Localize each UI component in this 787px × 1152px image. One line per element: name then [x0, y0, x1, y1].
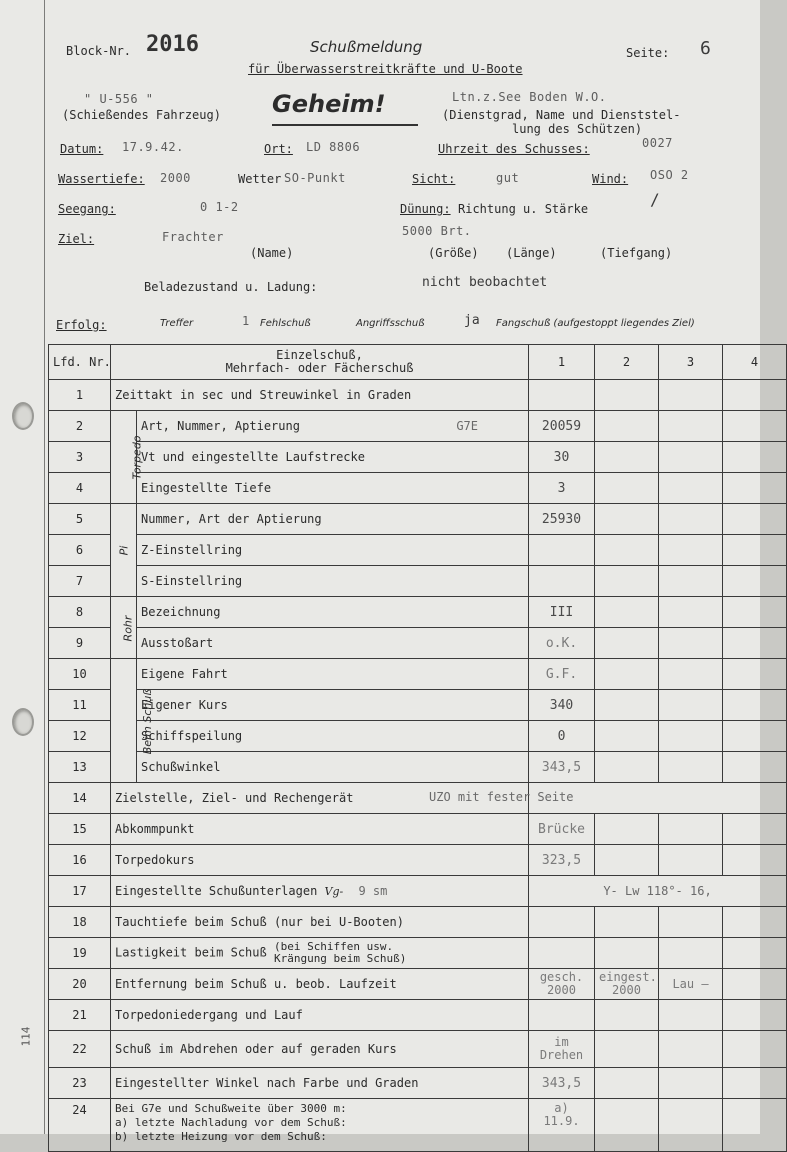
- table-row: [49, 442, 787, 473]
- geheim-underline: [272, 124, 418, 126]
- cell-1: 25930: [529, 504, 595, 535]
- row-desc-a: Bei G7e und Schußweite über 3000 m:: [115, 1102, 347, 1115]
- seegang-value: 0 1-2: [200, 200, 239, 214]
- punch-hole: [12, 402, 34, 430]
- beladezustand-value: nicht beobachtet: [422, 275, 548, 290]
- row-number: 4: [49, 473, 111, 504]
- row-desc: Zielstelle, Ziel- und Rechengerät: [111, 783, 529, 814]
- cell-1: gesch. 2000: [529, 969, 595, 1000]
- cell-1: a) 11.9.: [529, 1099, 595, 1152]
- rank-label-2: lung des Schützen): [512, 122, 643, 136]
- cell-2: eingest. 2000: [595, 969, 659, 1000]
- row-desc-b: a) letzte Nachladung vor dem Schuß:: [115, 1116, 347, 1129]
- row-number: 5: [49, 504, 111, 535]
- row-number: 11: [49, 690, 111, 721]
- row-number: 9: [49, 628, 111, 659]
- uhrzeit-label: Uhrzeit des Schusses:: [438, 142, 590, 156]
- wind-value: OSO 2: [650, 168, 689, 182]
- row-desc: [111, 1099, 529, 1152]
- cell-1: 3: [529, 473, 595, 504]
- table-row: [49, 566, 787, 597]
- table-row: [49, 1031, 787, 1068]
- row-number: 2: [49, 411, 111, 442]
- cell-1: [529, 535, 595, 566]
- table-row: [49, 907, 787, 938]
- cell-1: 30: [529, 442, 595, 473]
- group-rohr: Rohr: [111, 597, 137, 659]
- cell-1: [529, 876, 787, 907]
- row-number: 1: [49, 380, 111, 411]
- row-desc: Eigene Fahrt: [137, 659, 529, 690]
- sicht-value: gut: [496, 171, 520, 185]
- row-desc-c: b) letzte Heizung vor dem Schuß:: [115, 1130, 327, 1143]
- row-number: 21: [49, 1000, 111, 1031]
- row-desc-b: (bei Schiffen usw. Krängung beim Schuß): [273, 940, 407, 965]
- row-note: 9 sm: [358, 884, 388, 898]
- row-desc: Bezeichnung: [137, 597, 529, 628]
- row-number: 23: [49, 1068, 111, 1099]
- shooter-value: " U-556 ": [84, 92, 154, 106]
- shot-table: [48, 344, 787, 1152]
- table-row: [49, 690, 787, 721]
- row-number: 3: [49, 442, 111, 473]
- duenung-label: Dünung:: [400, 202, 451, 216]
- row-desc: Lastigkeit beim Schuß (bei Schiffen usw. Krängung beim Schuß): [111, 938, 529, 969]
- wetter-value: SO-Punkt: [284, 171, 346, 185]
- duenung-text: Richtung u. Stärke: [458, 202, 589, 216]
- table-row: [49, 659, 787, 690]
- row-number: 19: [49, 938, 111, 969]
- table-row: [49, 876, 787, 907]
- table-row: [49, 969, 787, 1000]
- rank-value: Ltn.z.See Boden W.O.: [452, 90, 607, 104]
- ziel-tiefgang-label: (Tiefgang): [600, 246, 673, 260]
- col-1-header: 1: [529, 345, 595, 380]
- row-desc: Eigener Kurs: [137, 690, 529, 721]
- row-desc: Zeittakt in sec und Streuwinkel in Graden: [111, 380, 529, 411]
- wind-label: Wind:: [592, 172, 629, 186]
- table-row: [49, 1000, 787, 1031]
- row-desc: Eingestellter Winkel nach Farbe und Graden: [111, 1068, 529, 1099]
- group-pi: Pi: [111, 504, 137, 597]
- ziel-name-label: (Name): [250, 246, 294, 260]
- col-3-header: 3: [659, 345, 723, 380]
- row-note-r: Y- Lw 118°- 16,: [603, 884, 712, 898]
- col-nr-header: Lfd. Nr.: [49, 345, 111, 380]
- cell-1: [429, 783, 787, 814]
- erfolg-ja: ja: [464, 313, 480, 328]
- row-number: 8: [49, 597, 111, 628]
- row-number: 17: [49, 876, 111, 907]
- row-number: 12: [49, 721, 111, 752]
- row-desc: Eingestellte Schußunterlagen Vg- 9 sm: [111, 876, 529, 907]
- group-beim-schuss: Beim Schuß: [111, 659, 137, 783]
- row-number: 20: [49, 969, 111, 1000]
- row-desc: Nummer, Art der Aptierung: [137, 504, 529, 535]
- sicht-label: Sicht:: [412, 172, 456, 186]
- cell-1: 20059: [529, 411, 595, 442]
- table-row: [49, 721, 787, 752]
- erfolg-angriffsschuss: Angriffsschuß: [356, 318, 425, 329]
- wetter-label: Wetter: [238, 172, 282, 186]
- erfolg-label: Erfolg:: [56, 318, 107, 332]
- ziel-laenge-label: (Länge): [506, 246, 557, 260]
- cell-1: o.K.: [529, 628, 595, 659]
- page-label: Seite:: [626, 46, 670, 60]
- erfolg-fehlschuss-count: 1: [242, 314, 250, 328]
- form-subtitle: für Überwasserstreitkräfte und U-Boote: [248, 62, 523, 76]
- geheim-stamp: Geheim!: [272, 90, 386, 118]
- row-note-vg: Vg-: [324, 885, 344, 898]
- row-number: 16: [49, 845, 111, 876]
- datum-value: 17.9.42.: [122, 140, 184, 154]
- rank-label-1: (Dienstgrad, Name und Dienststel-: [442, 108, 681, 122]
- row-desc: Ausstoßart: [137, 628, 529, 659]
- table-row: [49, 938, 787, 969]
- row-desc: Schußwinkel: [137, 752, 529, 783]
- block-label: Block-Nr.: [66, 44, 132, 58]
- row-number: 15: [49, 814, 111, 845]
- erfolg-fehlschuss: Fehlschuß: [260, 318, 311, 329]
- ziel-groesse-label: (Größe): [428, 246, 479, 260]
- erfolg-treffer: Treffer: [160, 318, 194, 329]
- cell-3: Lau —: [659, 969, 723, 1000]
- table-row: [49, 845, 787, 876]
- row-number: 6: [49, 535, 111, 566]
- row-desc: Z-Einstellring: [137, 535, 529, 566]
- ort-value: LD 8806: [306, 140, 361, 154]
- table-row: [49, 380, 787, 411]
- table-row: [49, 814, 787, 845]
- ziel-value: Frachter: [162, 230, 224, 244]
- cell-1: [529, 566, 595, 597]
- col-2-header: 2: [595, 345, 659, 380]
- cell-1: [529, 938, 595, 969]
- ziel-label: Ziel:: [58, 232, 95, 246]
- row-note: UZO mit fester Seite: [429, 790, 574, 804]
- row-desc: Eingestellte Tiefe: [137, 473, 529, 504]
- cell-1: G.F.: [529, 659, 595, 690]
- uhrzeit-value: 0027: [642, 136, 673, 150]
- row-desc: Abkommpunkt: [111, 814, 529, 845]
- group-torpedo: Torpedo: [111, 411, 137, 504]
- duenung-value: /: [650, 190, 660, 209]
- cell-1: 340: [529, 690, 595, 721]
- row-desc: Torpedokurs: [111, 845, 529, 876]
- table-row: [49, 783, 787, 814]
- col-desc-header: Einzelschuß, Mehrfach- oder Fächerschuß: [111, 345, 529, 380]
- cell-1: [529, 1000, 595, 1031]
- row-note: G7E: [456, 419, 478, 433]
- form-title: Schußmeldung: [310, 38, 423, 56]
- table-row: [49, 752, 787, 783]
- page-value: 6: [700, 38, 711, 59]
- block-number: 2016: [146, 32, 199, 57]
- beladezustand-label: Beladezustand u. Ladung:: [144, 280, 318, 294]
- table-row: [49, 1099, 787, 1152]
- row-desc: Tauchtiefe beim Schuß (nur bei U-Booten): [111, 907, 529, 938]
- cell-1: Brücke: [529, 814, 595, 845]
- row-number: 24: [49, 1099, 111, 1152]
- cell-1: [529, 907, 595, 938]
- row-desc: Schuß im Abdrehen oder auf geraden Kurs: [111, 1031, 529, 1068]
- cell-1: III: [529, 597, 595, 628]
- row-desc: S-Einstellring: [137, 566, 529, 597]
- table-row: [49, 473, 787, 504]
- table-row: [49, 411, 787, 442]
- row-number: 22: [49, 1031, 111, 1068]
- table-row: [49, 535, 787, 566]
- table-row: [49, 1068, 787, 1099]
- shooter-label: (Schießendes Fahrzeug): [62, 108, 221, 122]
- margin-number: 114: [19, 1026, 33, 1047]
- datum-label: Datum:: [60, 142, 104, 156]
- table-row: [49, 628, 787, 659]
- row-desc: Vt und eingestellte Laufstrecke: [137, 442, 529, 473]
- row-number: 7: [49, 566, 111, 597]
- cell-1: 0: [529, 721, 595, 752]
- seegang-label: Seegang:: [58, 202, 116, 216]
- col-4-header: 4: [723, 345, 787, 380]
- table-header: [49, 345, 787, 380]
- row-desc: Entfernung beim Schuß u. beob. Laufzeit: [111, 969, 529, 1000]
- wassertiefe-value: 2000: [160, 171, 191, 185]
- cell-1: 323,5: [529, 845, 595, 876]
- cell-1: 343,5: [529, 752, 595, 783]
- row-number: 13: [49, 752, 111, 783]
- row-number: 10: [49, 659, 111, 690]
- row-desc: Torpedoniedergang und Lauf: [111, 1000, 529, 1031]
- table-row: [49, 504, 787, 535]
- ort-label: Ort:: [264, 142, 293, 156]
- table-row: [49, 597, 787, 628]
- cell-1: 343,5: [529, 1068, 595, 1099]
- erfolg-fangschuss: Fangschuß (aufgestoppt liegendes Ziel): [496, 318, 695, 329]
- row-number: 14: [49, 783, 111, 814]
- row-desc: Art, Nummer, Aptierung G7E: [137, 411, 529, 442]
- wassertiefe-label: Wassertiefe:: [58, 172, 145, 186]
- row-desc: Schiffspeilung: [137, 721, 529, 752]
- punch-hole: [12, 708, 34, 736]
- margin-line: [44, 0, 45, 1134]
- row-number: 18: [49, 907, 111, 938]
- ziel-size-value: 5000 Brt.: [402, 224, 472, 238]
- cell-1: im Drehen: [529, 1031, 595, 1068]
- cell-1: [529, 380, 595, 411]
